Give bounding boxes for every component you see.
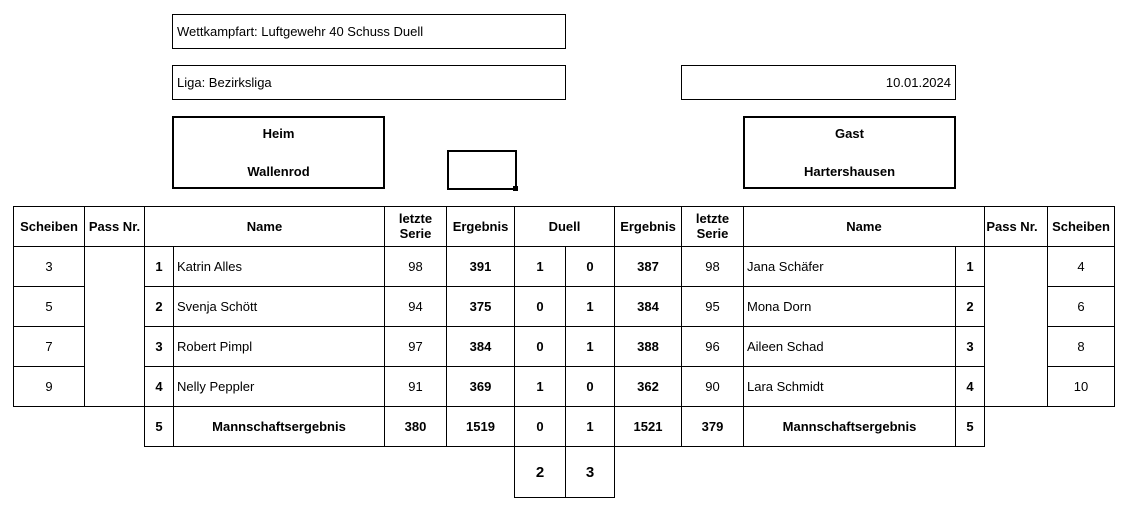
row-home-last: 91 [408,378,423,394]
col-header-letzte: letzte [695,211,730,226]
row-home-last: 98 [408,258,423,274]
row-home-pos: 4 [155,378,163,394]
col-header-result-guest: Ergebnis [620,218,676,234]
date-value: 10.01.2024 [885,75,951,90]
row-home-pos: 1 [155,258,163,274]
row-home-pass [84,326,145,366]
team-row-duel-home: 0 [536,418,544,434]
col-header-serie: Serie [399,226,432,241]
row-home-name: Svenja Schött [177,298,258,314]
row-guest-scheibe: 10 [1073,378,1089,394]
row-home-result: 391 [469,258,492,274]
col-header-name-home: Name [246,218,283,234]
guest-label: Gast [835,126,864,141]
guest-team-name: Hartershausen [803,164,896,179]
row-home-name: Robert Pimpl [177,338,253,354]
row-duel-home: 1 [536,378,544,394]
home-team-box [172,116,385,189]
row-guest-name: Lara Schmidt [747,378,824,394]
row-guest-pass [984,286,1048,326]
row-guest-name: Jana Schäfer [747,258,824,274]
row-guest-last: 95 [705,298,720,314]
team-row-last-home: 380 [404,418,427,434]
row-guest-name: Mona Dorn [747,298,812,314]
col-header-scheiben-guest: Scheiben [1052,218,1110,234]
selected-cell[interactable] [447,150,517,190]
discipline-label: Wettkampfart: Luftgewehr 40 Schuss Duell [177,24,424,39]
row-home-last: 94 [408,298,423,314]
row-home-name: Nelly Peppler [177,378,255,394]
col-header-pass-home: Pass Nr. [88,218,141,234]
row-home-pass [84,246,145,286]
team-row-label-guest: Mannschaftsergebnis [782,418,917,434]
home-label: Heim [262,126,295,141]
row-home-scheibe: 9 [45,378,53,394]
row-guest-scheibe: 4 [1077,258,1085,274]
team-row-pos-home: 5 [155,418,163,434]
row-home-pos: 2 [155,298,163,314]
row-home-name: Katrin Alles [177,258,243,274]
league-field [172,65,566,100]
row-guest-result: 387 [637,258,659,274]
row-guest-pass [984,246,1048,286]
date-field [681,65,956,100]
discipline-field [172,14,566,49]
row-guest-result: 362 [637,378,659,394]
row-guest-last: 98 [705,258,720,274]
row-duel-home: 0 [536,298,544,314]
row-guest-last: 96 [705,338,720,354]
team-row-result-home: 1519 [466,418,495,434]
row-guest-name: Aileen Schad [747,338,824,354]
row-home-result: 384 [469,338,492,354]
home-team-name: Wallenrod [247,164,310,179]
row-guest-pass [984,366,1048,406]
col-header-name-guest: Name [846,218,882,234]
col-header-pass-guest: Pass Nr. [986,218,1038,234]
row-guest-pos: 3 [966,338,974,354]
row-home-last: 97 [408,338,423,354]
row-home-pass [84,286,145,326]
col-header-result-home: Ergebnis [452,218,509,234]
row-duel-home: 1 [536,258,544,274]
col-header-duel: Duell [548,218,581,234]
row-guest-pass [984,326,1048,366]
final-score-home: 2 [535,463,545,481]
row-duel-guest: 0 [586,258,594,274]
col-header-last-home [384,206,447,246]
row-guest-pos: 1 [966,258,974,274]
league-label: Liga: Bezirksliga [177,75,272,90]
row-guest-pos: 2 [966,298,974,314]
row-duel-home: 0 [536,338,544,354]
col-header-letzte: letzte [398,211,433,226]
guest-team-box [743,116,956,189]
row-home-pos: 3 [155,338,163,354]
team-row-last-guest: 379 [701,418,724,434]
row-guest-scheibe: 8 [1077,338,1085,354]
team-row-pos-guest: 5 [966,418,974,434]
fill-handle[interactable] [513,186,518,191]
team-row-label-home: Mannschaftsergebnis [212,418,346,434]
row-guest-last: 90 [705,378,720,394]
row-duel-guest: 1 [586,338,594,354]
row-duel-guest: 0 [586,378,594,394]
row-home-scheibe: 7 [45,338,53,354]
col-header-serie: Serie [696,226,729,241]
row-home-scheibe: 3 [45,258,53,274]
col-header-scheiben-home: Scheiben [20,218,78,234]
final-score-guest: 3 [585,463,595,481]
row-guest-result: 384 [637,298,659,314]
row-duel-guest: 1 [586,298,594,314]
team-row-result-guest: 1521 [633,418,663,434]
row-guest-pos: 4 [966,378,974,394]
col-header-last-guest [681,206,744,246]
row-home-scheibe: 5 [45,298,53,314]
row-guest-result: 388 [637,338,659,354]
row-guest-scheibe: 6 [1077,298,1085,314]
row-home-pass [84,366,145,406]
row-home-result: 369 [469,378,492,394]
row-home-result: 375 [469,298,492,314]
team-row-duel-guest: 1 [586,418,594,434]
